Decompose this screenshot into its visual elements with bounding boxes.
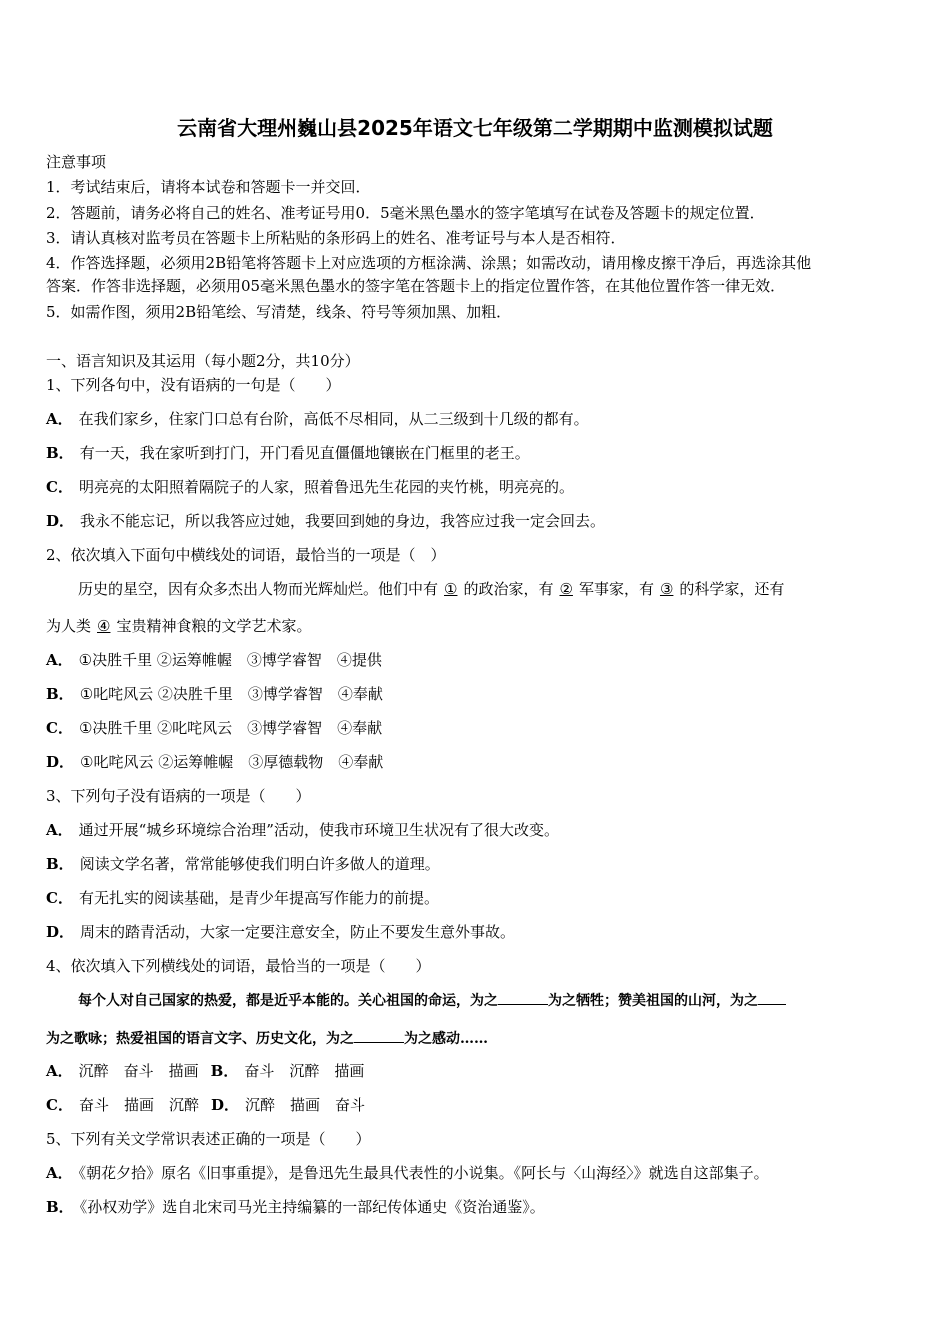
- notice-heading: 注意事项: [46, 153, 107, 171]
- blank: ①: [444, 580, 458, 598]
- option-key: C．: [46, 478, 73, 496]
- blank: ④: [97, 617, 111, 635]
- option: [46, 820, 906, 840]
- option-key: C．: [46, 719, 73, 737]
- option-key: D．: [46, 923, 75, 941]
- question-stem: 2、依次填入下面句中横线处的词语，最恰当的一项是（ ）: [46, 546, 446, 564]
- option-key: D．: [46, 753, 75, 771]
- option: [46, 1163, 906, 1183]
- option-text: ①决胜千里 ②运筹帷幄 ③博学睿智 ④提供: [78, 651, 382, 669]
- option-key: A．: [46, 821, 73, 839]
- option-key: A．: [46, 1062, 73, 1080]
- passage-line: 为人类 ④ 宝贵精神食粮的文学艺术家。: [46, 617, 312, 635]
- option-key: D．: [46, 512, 75, 530]
- passage-line: 历史的星空，因有众多杰出人物而光辉灿烂。他们中有 ① 的政治家，有 ② 军事家，有 ③ 的科学家，还有: [78, 580, 785, 598]
- option-row: [46, 1061, 906, 1081]
- notice-item: 4．作答选择题，必须用2B铅笔将答题卡上对应选项的方框涂满、涂黑；如需改动，请用橡皮擦干净后，再选涂其他: [46, 254, 812, 272]
- option-text: 明亮亮的太阳照着隔院子的人家，照着鲁迅先生花园的夹竹桃，明亮亮的。: [78, 478, 574, 496]
- option-key: D．: [210, 1096, 239, 1114]
- notice-item: 3．请认真核对监考员在答题卡上所粘贴的条形码上的姓名、准考证号与本人是否相符．: [46, 229, 626, 247]
- question-stem: 1、下列各句中，没有语病的一句是（ ）: [46, 376, 341, 394]
- option-key: B．: [210, 1062, 239, 1080]
- option-text: ①叱咤风云 ②运筹帷幄 ③厚德载物 ④奉献: [80, 753, 384, 771]
- option-key: B．: [46, 685, 74, 703]
- option-text: 阅读文学名著，常常能够使我们明白许多做人的道理。: [79, 855, 440, 873]
- option-text: 周末的踏青活动，大家一定要注意安全，防止不要发生意外事故。: [80, 923, 516, 941]
- option-text: 通过开展“城乡环境综合治理”活动，使我市环境卫生状况有了很大改变。: [78, 821, 559, 839]
- option-key: B．: [46, 444, 74, 462]
- option-key: C．: [46, 1096, 73, 1114]
- option: [46, 718, 906, 738]
- option-text: 奋斗 沉醉 描画: [244, 1062, 365, 1080]
- blank-line: [354, 1028, 404, 1043]
- blank-line: [758, 990, 786, 1005]
- option: [46, 443, 906, 463]
- option: [46, 752, 906, 772]
- blank-line: [498, 990, 548, 1005]
- notice-item: 1．考试结束后，请将本试卷和答题卡一并交回．: [46, 178, 371, 196]
- passage-line: 每个人对自己国家的热爱，都是近乎本能的。关心祖国的命运，为之 为之牺牲；赞美祖国的山河，为之: [78, 990, 906, 1011]
- option: [46, 684, 906, 704]
- notice-item: 5．如需作图，须用2B铅笔绘、写清楚，线条、符号等须加黑、加粗．: [46, 303, 512, 321]
- passage-line: 为之歌咏；热爱祖国的语言文字、历史文化，为之 为之感动……: [46, 1028, 906, 1049]
- option-key: B．: [46, 1198, 74, 1216]
- option-text: ①叱咤风云 ②决胜千里 ③博学睿智 ④奉献: [79, 685, 383, 703]
- option-text: 沉醉 奋斗 描画: [78, 1062, 199, 1080]
- option: [46, 888, 906, 908]
- option: [46, 409, 906, 429]
- option-text: ①决胜千里 ②叱咤风云 ③博学睿智 ④奉献: [78, 719, 383, 737]
- option-key: A．: [46, 651, 73, 669]
- option-text: 沉醉 描画 奋斗: [244, 1096, 365, 1114]
- option: [46, 854, 906, 874]
- section-heading: 一、语言知识及其运用（每小题2分，共10分）: [46, 352, 360, 370]
- option-key: A．: [46, 1164, 73, 1182]
- option-text: 有无扎实的阅读基础，是青少年提高写作能力的前提。: [78, 889, 439, 907]
- option-key: C．: [46, 889, 73, 907]
- question-stem: 3、下列句子没有语病的一项是（ ）: [46, 787, 311, 805]
- option: [46, 922, 906, 942]
- question-stem: 4、依次填入下列横线处的词语，最恰当的一项是（ ）: [46, 957, 431, 975]
- notice-item: 答案．作答非选择题，必须用05毫米黑色墨水的签字笔在答题卡上的指定位置作答，在其他位置作答一律无效．: [46, 277, 786, 295]
- option-text: 在我们家乡，住家门口总有台阶，高低不尽相同，从二三级到十几级的都有。: [78, 410, 589, 428]
- page-title: 云南省大理州巍山县2025年语文七年级第二学期期中监测模拟试题: [177, 116, 773, 140]
- option: [46, 477, 906, 497]
- option-text: 奋斗 描画 沉醉: [78, 1096, 199, 1114]
- option-key: B．: [46, 855, 74, 873]
- option: [46, 511, 906, 531]
- option: [46, 650, 906, 670]
- option-text: 《朝花夕拾》原名《旧事重提》，是鲁迅先生最具代表性的小说集。《阿长与〈山海经〉》就选自这部集子。: [78, 1164, 769, 1182]
- option: [46, 1197, 906, 1217]
- question-stem: 5、下列有关文学常识表述正确的一项是（ ）: [46, 1130, 371, 1148]
- blank: ②: [559, 580, 573, 598]
- option-text: 有一天，我在家听到打门，开门看见直僵僵地镶嵌在门框里的老王。: [79, 444, 530, 462]
- blank: ③: [659, 580, 674, 598]
- notice-item: 2．答题前，请务必将自己的姓名、准考证号用0．5毫米黑色墨水的签字笔填写在试卷及答题卡的规定位置．: [46, 204, 765, 222]
- option-text: 《孙权劝学》选自北宋司马光主持编纂的一部纪传体通史《资治通鉴》。: [79, 1198, 545, 1216]
- option-text: 我永不能忘记，所以我答应过她，我要回到她的身边，我答应过我一定会回去。: [80, 512, 606, 530]
- option-row: [46, 1095, 906, 1115]
- option-key: A．: [46, 410, 73, 428]
